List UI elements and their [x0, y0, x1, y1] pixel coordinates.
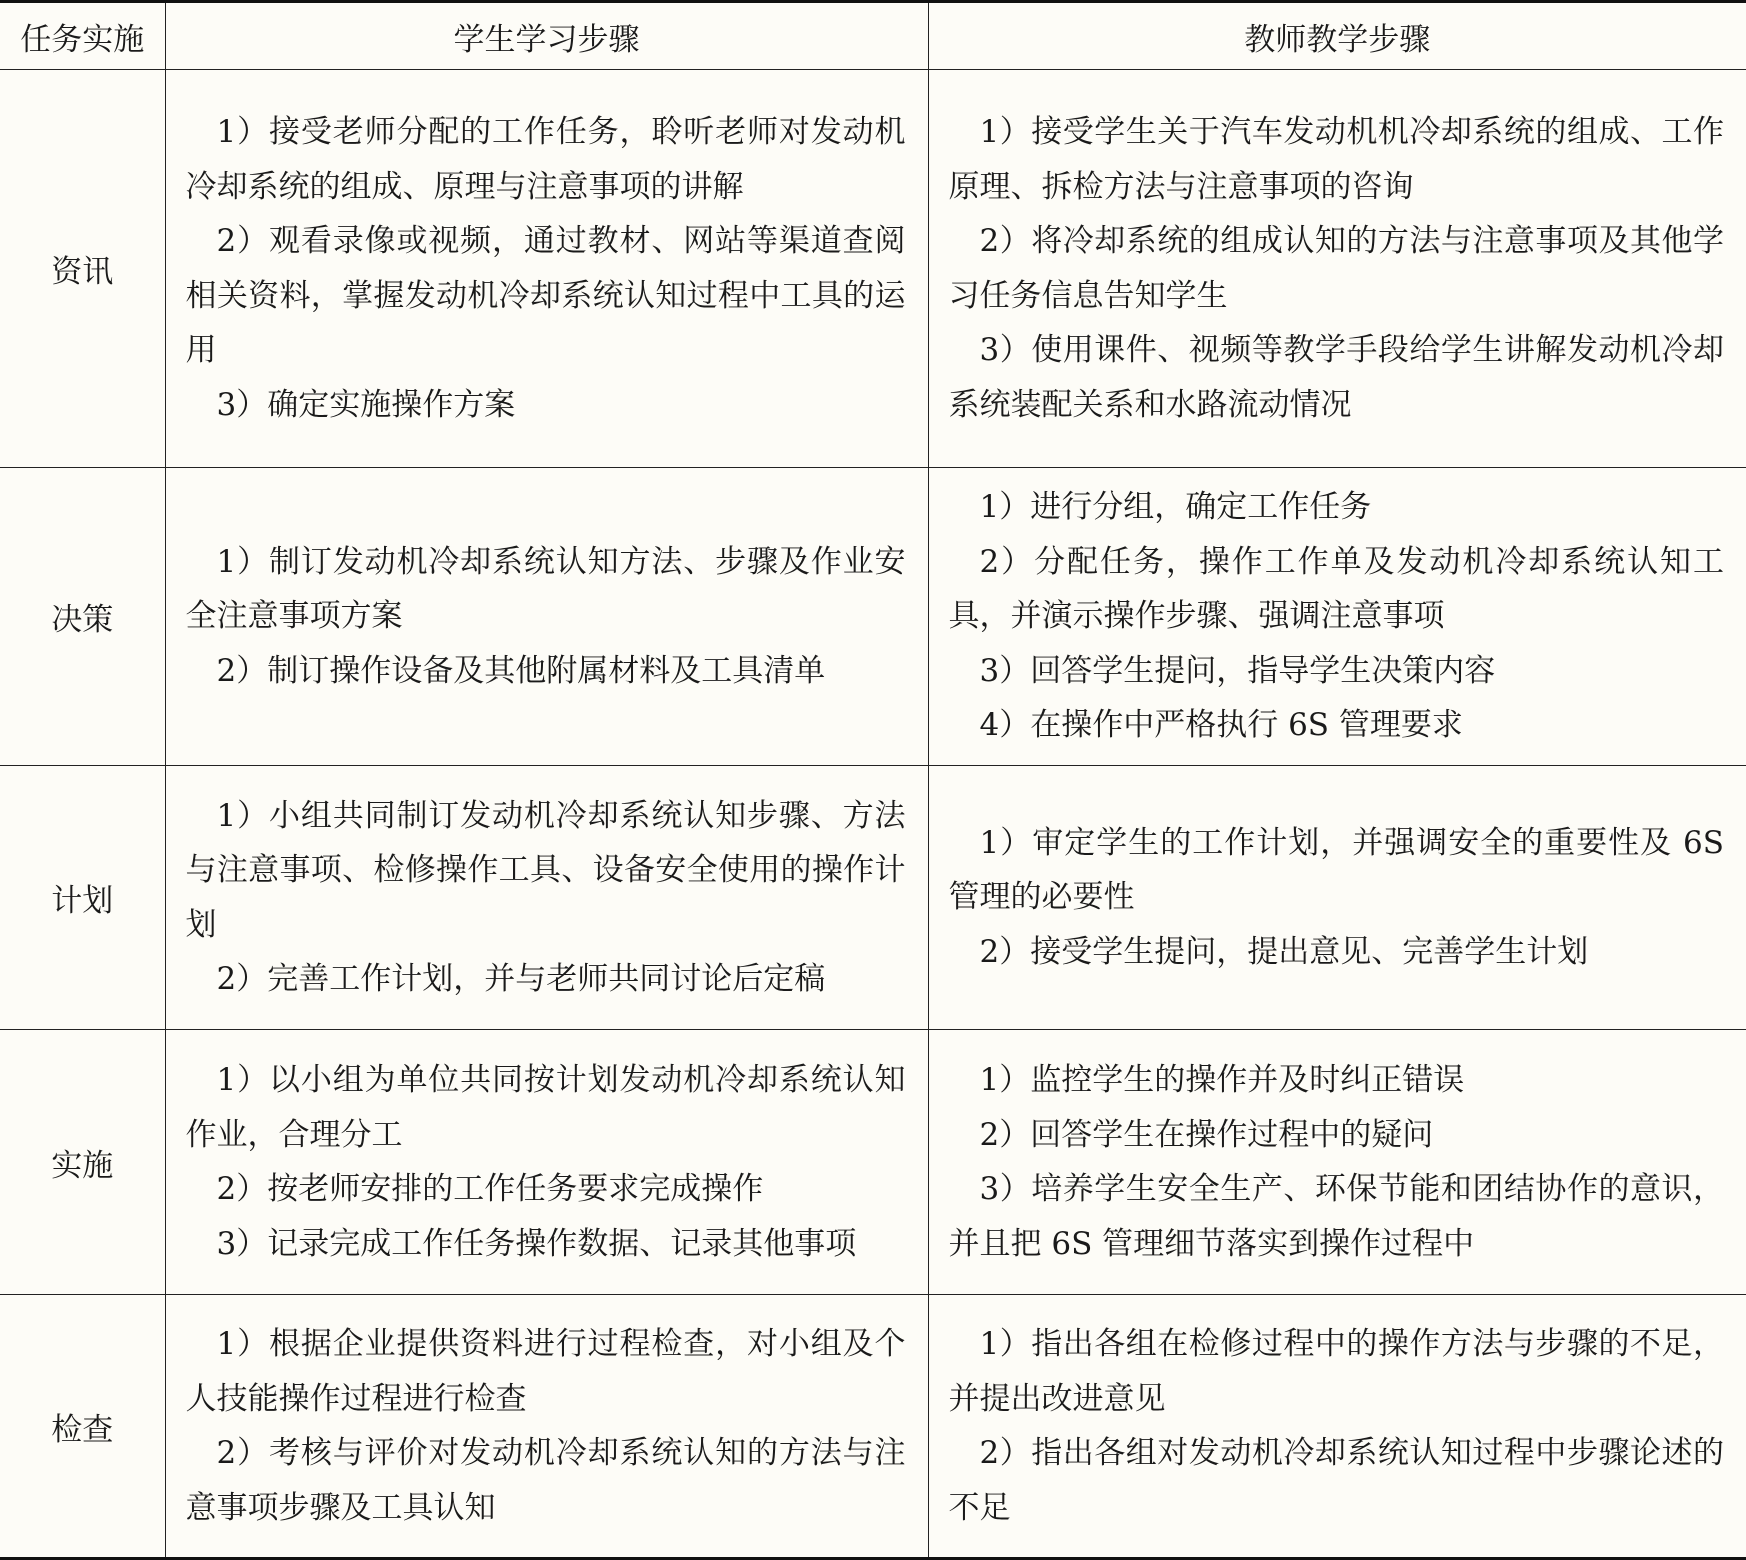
- header-student-steps: 学生学习步骤: [165, 2, 928, 70]
- step-item: 1）指出各组在检修过程中的操作方法与步骤的不足，并提出改进意见: [948, 1326, 1724, 1417]
- teacher-steps-cell: [928, 1030, 1746, 1295]
- student-steps-cell: [165, 70, 928, 468]
- step-item: 2）按老师安排的工作任务要求完成操作: [216, 1171, 764, 1207]
- step-item: 2）指出各组对发动机冷却系统认知过程中步骤论述的不足: [948, 1435, 1724, 1526]
- table-row: [0, 1295, 1746, 1559]
- step-item: 1）接受老师分配的工作任务，聆听老师对发动机冷却系统的组成、原理与注意事项的讲解: [185, 114, 906, 205]
- teacher-steps-cell: [928, 766, 1746, 1030]
- step-item: 3）回答学生提问，指导学生决策内容: [979, 652, 1496, 689]
- step-item: 1）接受学生关于汽车发动机机冷却系统的组成、工作原理、拆检方法与注意事项的咨询: [948, 114, 1724, 205]
- step-item: 1）根据企业提供资料进行过程检查，对小组及个人技能操作过程进行检查: [185, 1326, 906, 1417]
- teacher-steps-cell: [928, 70, 1746, 468]
- step-item: 3）记录完成工作任务操作数据、记录其他事项: [216, 1225, 857, 1262]
- step-item: 1）以小组为单位共同按计划发动机冷却系统认知作业，合理分工: [185, 1062, 906, 1153]
- step-item: 3）确定实施操作方案: [216, 386, 516, 423]
- header-row: [0, 2, 1746, 70]
- table-row: [0, 468, 1746, 766]
- step-item: 1）监控学生的操作并及时纠正错误: [979, 1062, 1465, 1098]
- phase-label: 资讯: [0, 70, 165, 468]
- step-item: 2）分配任务，操作工作单及发动机冷却系统认知工具，并演示操作步骤、强调注意事项: [948, 543, 1724, 635]
- step-item: 2）考核与评价对发动机冷却系统认知的方法与注意事项步骤及工具认知: [185, 1435, 906, 1526]
- student-steps-cell: [165, 468, 928, 766]
- step-item: 2）完善工作计划，并与老师共同讨论后定稿: [216, 961, 826, 997]
- header-teacher-steps: 教师教学步骤: [928, 2, 1746, 70]
- phase-label: 计划: [0, 766, 165, 1030]
- step-item: 2）回答学生在操作过程中的疑问: [979, 1116, 1434, 1153]
- step-item: 2）观看录像或视频，通过教材、网站等渠道查阅相关资料，掌握发动机冷却系统认知过程中工具的运用: [185, 223, 906, 368]
- teacher-steps-cell: [928, 1295, 1746, 1559]
- step-item: 3）培养学生安全生产、环保节能和团结协作的意识，并且把 6S 管理细节落实到操作过程中: [948, 1171, 1724, 1262]
- step-item: 1）小组共同制订发动机冷却系统认知步骤、方法与注意事项、检修操作工具、设备安全使用的操作计划: [185, 797, 906, 943]
- step-item: 2）接受学生提问，提出意见、完善学生计划: [979, 933, 1589, 970]
- step-item: 1）制订发动机冷却系统认知方法、步骤及作业安全注意事项方案: [185, 543, 906, 635]
- table-row: [0, 1030, 1746, 1295]
- student-steps-cell: [165, 1030, 928, 1295]
- teacher-steps-cell: [928, 468, 1746, 766]
- step-item: 1）进行分组，确定工作任务: [979, 489, 1372, 526]
- header-phase: 任务实施: [0, 2, 165, 70]
- step-item: 2）制订操作设备及其他附属材料及工具清单: [216, 652, 826, 689]
- phase-label: 决策: [0, 468, 165, 766]
- step-item: 4）在操作中严格执行 6S 管理要求: [979, 707, 1463, 744]
- student-steps-cell: [165, 1295, 928, 1559]
- step-item: 2）将冷却系统的组成认知的方法与注意事项及其他学习任务信息告知学生: [948, 223, 1724, 314]
- table-row: [0, 70, 1746, 468]
- table-row: [0, 766, 1746, 1030]
- student-steps-cell: [165, 766, 928, 1030]
- phase-label: 检查: [0, 1295, 165, 1559]
- phase-label: 实施: [0, 1030, 165, 1295]
- step-item: 1）审定学生的工作计划，并强调安全的重要性及 6S 管理的必要性: [948, 824, 1724, 916]
- step-item: 3）使用课件、视频等教学手段给学生讲解发动机冷却系统装配关系和水路流动情况: [948, 332, 1724, 423]
